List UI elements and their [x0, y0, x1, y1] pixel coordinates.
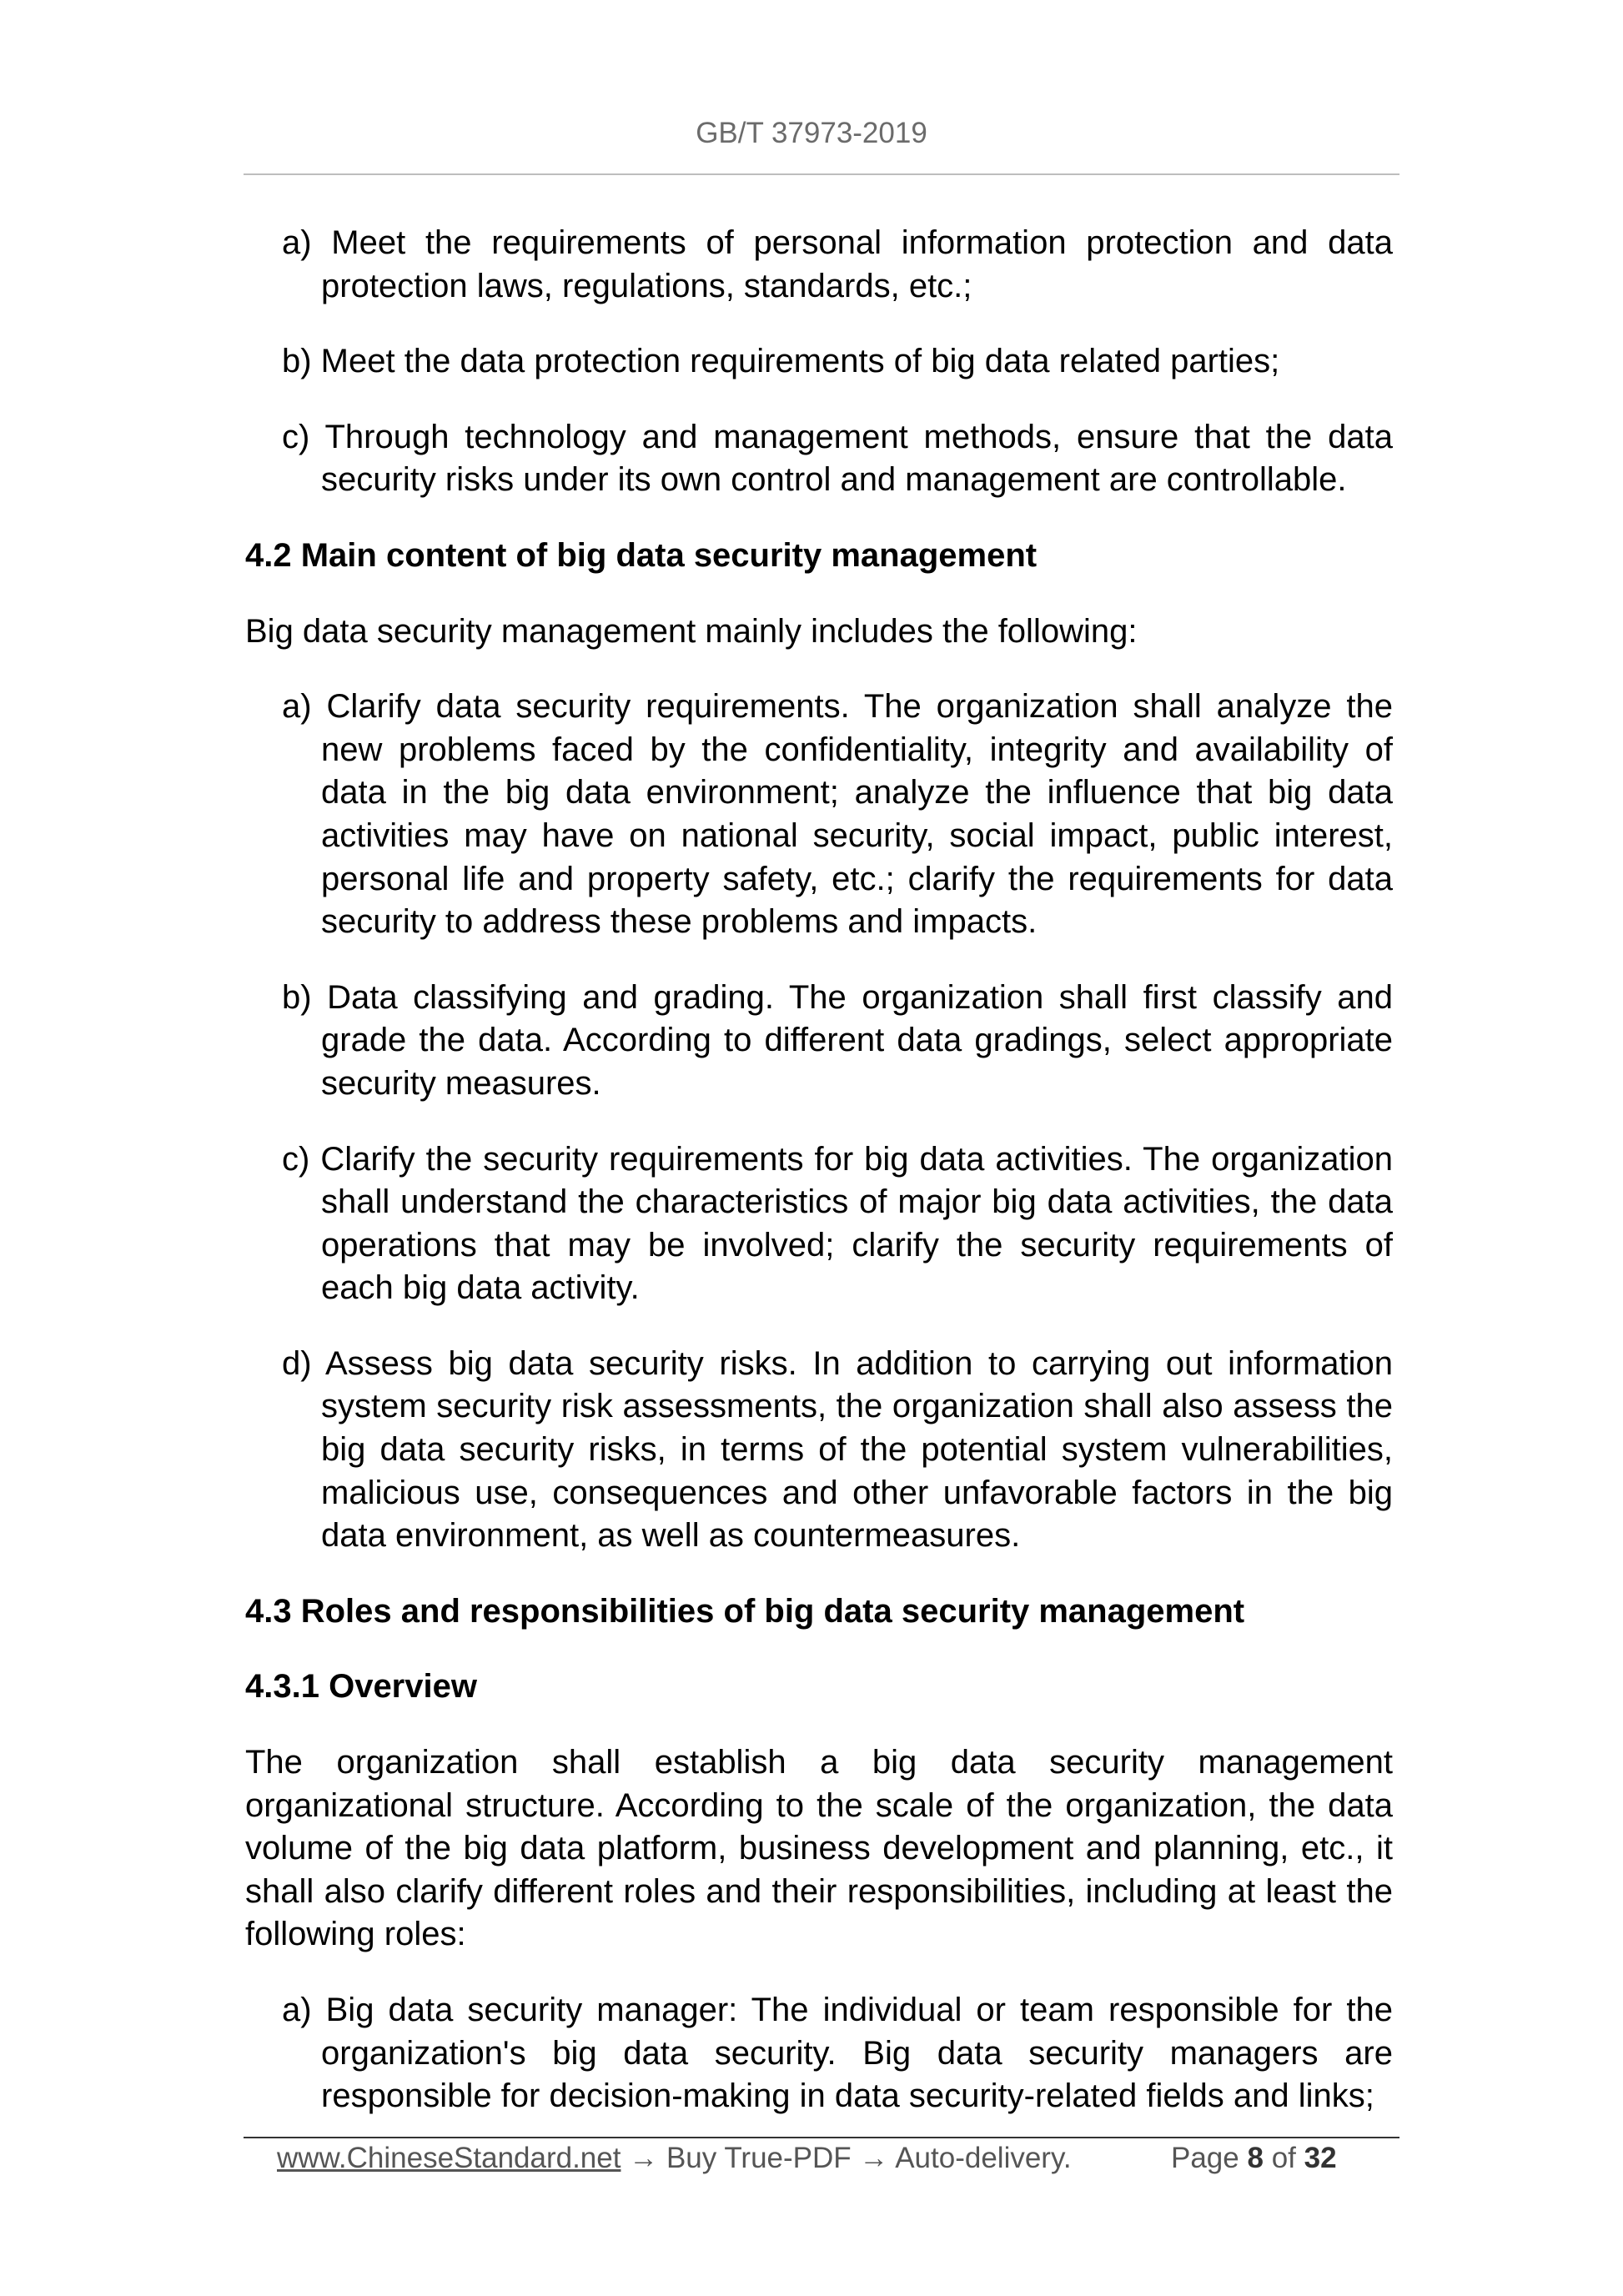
- list-item: b) Meet the data protection requirements of big data related parties;: [282, 343, 1280, 380]
- section-heading: 4.2 Main content of big data security management: [245, 536, 1038, 574]
- footer-divider: [244, 2137, 1399, 2138]
- list-item: a) Meet the requirements of personal information protection and data protection laws, regulations, standards, etc.;: [282, 224, 1393, 304]
- arrow-icon: →: [859, 2142, 889, 2174]
- page-label: Page: [1171, 2142, 1239, 2174]
- arrow-icon: →: [629, 2142, 659, 2174]
- list-item: c) Through technology and management methods, ensure that the data security risks under its own control and management are controllable.: [282, 418, 1393, 499]
- buy-text: Buy True-PDF: [666, 2142, 852, 2174]
- list-item: c) Clarify the security requirements for big data activities. The organization shall understand the characteristics of major big data activities, the data operations that may be involved; clarify the security requirements of each big data activity.: [282, 1140, 1393, 1307]
- subsection-heading: 4.3.1 Overview: [245, 1668, 477, 1706]
- paragraph: The organization shall establish a big data security management organizational structure. According to the scale of the organization, the data volume of the big data platform, business development and planning, etc., it shall also clarify different roles and their responsibilities, including at least the following roles:: [245, 1744, 1393, 1953]
- list-item: a) Clarify data security requirements. The organization shall analyze the new problems faced by the confidentiality, integrity and availability of data in the big data environment; analyze the influence that big data activities may have on national security, social impact, public interest, personal life and property safety, etc.; clarify the requirements for data security to address these problems and impacts.: [282, 688, 1393, 941]
- total-pages: 32: [1304, 2142, 1337, 2174]
- document-body: [245, 222, 1393, 2151]
- list-item: d) Assess big data security risks. In addition to carrying out information system security risk assessments, the organization shall also assess the big data security risks, in terms of the potential system vulnerabilities, malicious use, consequences and other unfavorable factors in the big data environment, as well as countermeasures.: [282, 1344, 1393, 1555]
- list-item: a) Big data security manager: The individual or team responsible for the organization's big data security. Big data security managers are responsible for decision-making in data security-related fields and links;: [282, 1992, 1393, 2115]
- header-divider: [244, 173, 1399, 175]
- section-heading: 4.3 Roles and responsibilities of big data security management: [245, 1592, 1245, 1630]
- page-header: GB/T 37973-2019: [696, 117, 927, 149]
- page-number: [1171, 2142, 1337, 2175]
- of-label: of: [1271, 2142, 1296, 2174]
- site-link[interactable]: www.ChineseStandard.net: [277, 2142, 621, 2174]
- list-item: b) Data classifying and grading. The organization shall first classify and grade the data. According to different data gradings, select appropriate security measures.: [282, 978, 1393, 1102]
- current-page: 8: [1247, 2142, 1264, 2174]
- footer-links: [277, 2142, 1072, 2175]
- delivery-text: Auto-delivery.: [895, 2142, 1072, 2174]
- paragraph: Big data security management mainly includes the following:: [245, 612, 1138, 650]
